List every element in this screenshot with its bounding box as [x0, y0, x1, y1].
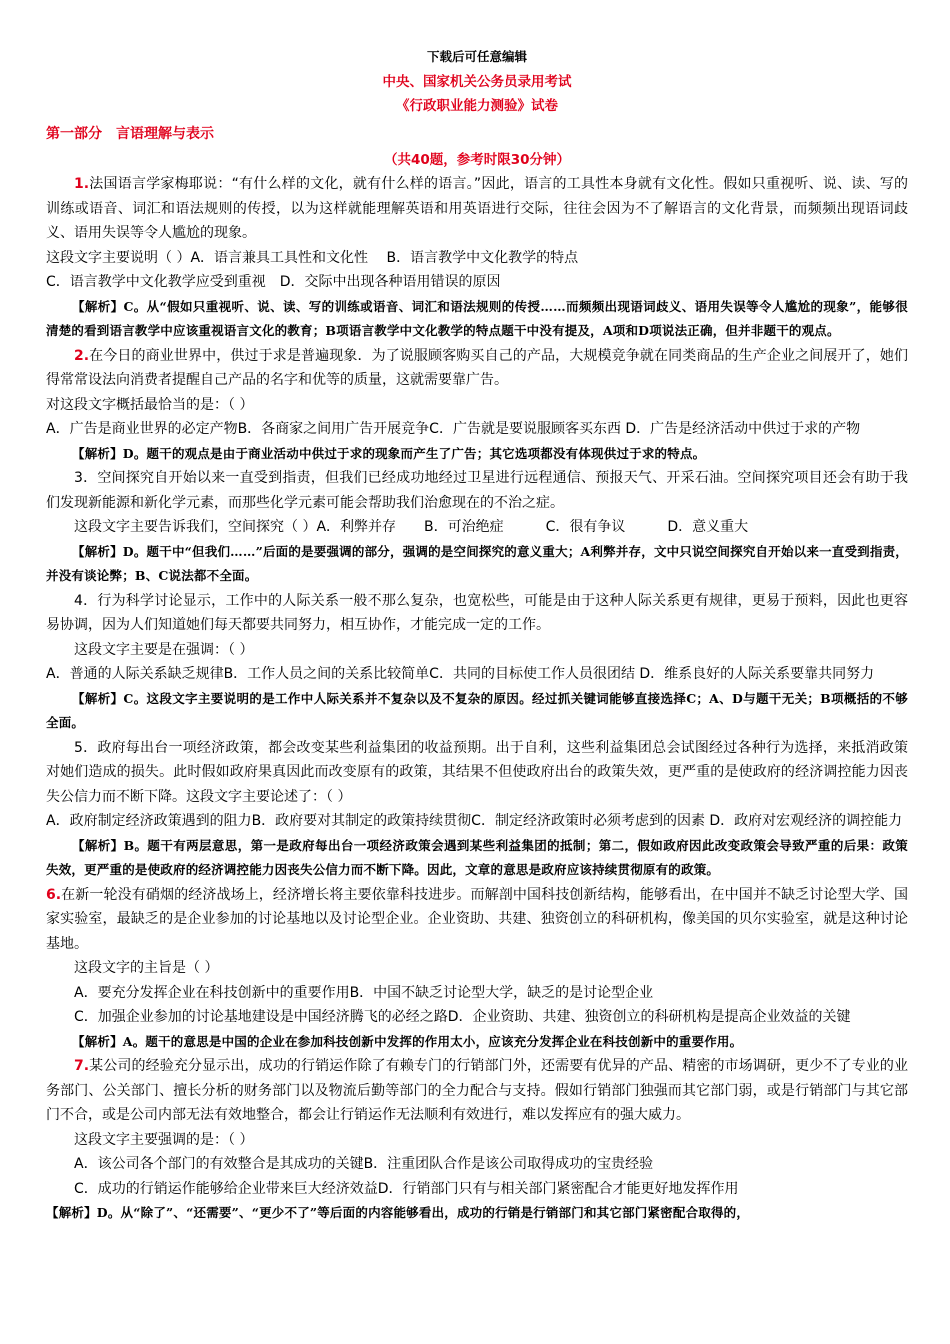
question-3-ask: 这段文字主要告诉我们，空间探究（ ）A．利弊并存 B．可治绝症 C．很有争议 D．意义重大	[74, 519, 749, 535]
question-number: 2.	[74, 347, 90, 364]
question-1-ask: 这段文字主要说明（ ）A．语言兼具工具性和文化性 B．语言教学中文化教学的特点	[46, 249, 579, 266]
question-6-analysis: 【解析】A。题干的意思是中国的企业在参加科技创新中发挥的作用太小，应该充分发挥企业在科技创新中的重要作用。	[72, 1033, 743, 1049]
exam-title: 中央、国家机关公务员录用考试	[382, 74, 572, 90]
question-2-stem	[46, 344, 908, 393]
document-page	[46, 48, 908, 1226]
question-text: 空间探究自开始以来一直受到指责，但我们已经成功地经过卫星进行远程通信、预报天气、开采石油。空间探究项目还会有助于我们发现新能源和新化学元素，而那些化学元素可能会帮助我们治愈现在的不治之症。	[46, 470, 908, 511]
question-5-options: A．政府制定经济政策遇到的阻力B．政府要对其制定的政策持续贯彻C．制定经济政策时必须考虑到的因素 D．政府对宏观经济的调控能力	[46, 813, 903, 829]
question-number: 3．	[74, 470, 98, 486]
question-6-stem	[46, 883, 908, 957]
question-text: 法国语言学家梅耶说：“有什么样的文化，就有什么样的语言。”因此，语言的工具性本身就有文化性。假如只重视听、说、读、写的训练或语音、词汇和语法规则的传授，以为这样就能理解英语和用英语进行交际，往往会因为不了解语言的文化背景，而频频出现语词歧义、语用失误等令人尴尬的现象。	[46, 176, 908, 241]
download-note: 下载后可任意编辑	[426, 49, 527, 64]
question-number: 1.	[74, 176, 90, 192]
question-number: 6.	[46, 886, 62, 903]
question-1-analysis: 【解析】C。从“假如只重视听、说、读、写的训练或语音、词汇和语法规则的传授……而频频出现语词歧义、语用失误等令人尴尬的现象”，能够很清楚的看到语言教学中应该重视语言文化的教育；B项语言教学中文化教学的特点题干中没有提及，A项和D项说法正确，但并非题干的观点。	[46, 298, 908, 338]
question-6-ask: 这段文字的主旨是（ ）	[74, 960, 219, 976]
question-6-options-ab: A．要充分发挥企业在科技创新中的重要作用B．中国不缺乏讨论型大学，缺乏的是讨论型企业	[74, 984, 654, 1001]
question-1-options: C．语言教学中文化教学应受到重视 D．交际中出现各种语用错误的原因	[46, 274, 501, 290]
section-subheading: （共40题，参考时限30分钟）	[383, 152, 571, 168]
question-3-stem	[46, 466, 908, 515]
question-text: 某公司的经验充分显示出，成功的行销运作除了有赖专门的行销部门外，还需要有优异的产品、精密的市场调研，更少不了专业的业务部门、公关部门、擅长分析的财务部门以及物流后勤等部门的全力配合与支持。假如行销部门独强而其它部门弱，或是行销部门与其它部门不合，或是公司内部无法有效地整合，都会让行销运作无法顺利有效进行，难以发挥应有的强大威力。	[46, 1058, 908, 1123]
question-4-options: A．普通的人际关系缺乏规律B．工作人员之间的关系比较简单C．共同的目标使工作人员很团结 D．维系良好的人际关系要靠共同努力	[46, 666, 875, 682]
section-heading: 第一部分 言语理解与表示	[46, 126, 214, 142]
question-number: 4．	[74, 592, 98, 609]
question-4-analysis: 【解析】C。这段文字主要说明的是工作中人际关系并不复杂以及不复杂的原因。经过抓关键词能够直接选择C；A、D与题干无关；B项概括的不够全面。	[46, 690, 908, 730]
question-number: 7.	[74, 1058, 90, 1074]
exam-subtitle: 《行政职业能力测验》试卷	[396, 98, 558, 114]
question-5-analysis: 【解析】B。题干有两层意思，第一是政府每出台一项经济政策会遇到某些利益集团的抵制；第二，假如政府因此改变政策会导致严重的后果：政策失效，更严重的是使政府的经济调控能力因丧失公信力而不断下降。因此，文章的意思是政府应该持续贯彻原有的政策。	[46, 837, 908, 877]
question-2-options: A．广告是商业世界的必定产物B．各商家之间用广告开展竞争C．广告就是要说服顾客买东西 D．广告是经济活动中供过于求的产物	[46, 421, 861, 437]
question-3-analysis: 【解析】D。题干中“但我们……”后面的是要强调的部分，强调的是空间探究的意义重大；A利弊并存，文中只说空间探究自开始以来一直受到指责，并没有谈论弊；B、C说法都不全面。	[46, 543, 908, 583]
question-6-options-cd: C．加强企业参加的讨论基地建设是中国经济腾飞的必经之路D．企业资助、共建、独资创立的科研机构是提高企业效益的关键	[74, 1009, 851, 1025]
question-2-analysis: 【解析】D。题干的观点是由于商业活动中供过于求的现象而产生了广告；其它选项都没有体现供过于求的特点。	[72, 445, 706, 461]
question-text: 政府每出台一项经济政策，都会改变某些利益集团的收益预期。出于自利，这些利益集团总会试图经过各种行为选择，来抵消政策对她们造成的损失。此时假如政府果真因此而改变原有的政策，其结果不但使政府出台的政策失效，更严重的是使政府的经济调控能力因丧失公信力而不断下降。这段文字主要论述了：（ ）	[46, 739, 908, 805]
question-7-analysis: 【解析】D。从“除了”、“还需要”、“更少不了”等后面的内容能够看出，成功的行销是行销部门和其它部门紧密配合取得的，	[46, 1205, 750, 1220]
question-text: 在今日的商业世界中，供过于求是普遍现象．为了说服顾客购买自己的产品，大规模竞争就在同类商品的生产企业之间展开了，她们得常常设法向消费者提醒自己产品的名字和优等的质量，这就需要靠广告。	[46, 347, 908, 388]
question-1-stem	[46, 172, 908, 246]
question-7-stem	[46, 1054, 908, 1128]
question-2-ask: 对这段文字概括最恰当的是：（ ）	[46, 396, 254, 413]
question-4-stem	[46, 589, 908, 638]
question-5-stem	[46, 736, 908, 810]
question-text: 在新一轮没有硝烟的经济战场上，经济增长将主要依靠科技进步。而解剖中国科技创新结构，能够看出，在中国并不缺乏讨论型大学、国家实验室，最缺乏的是企业参加的讨论基地以及讨论型企业。企业资助、共建、独资创立的科研机构，像美国的贝尔实验室，就是这种讨论基地。	[46, 886, 908, 952]
question-7-options-cd: C．成功的行销运作能够给企业带来巨大经济效益D．行销部门只有与相关部门紧密配合才能更好地发挥作用	[74, 1180, 739, 1197]
question-number: 5．	[74, 739, 98, 756]
question-4-ask: 这段文字主要是在强调：（ ）	[74, 641, 254, 658]
question-7-options-ab: A．该公司各个部门的有效整合是其成功的关键B．注重团队合作是该公司取得成功的宝贵经验	[74, 1156, 654, 1172]
question-text: 行为科学讨论显示，工作中的人际关系一般不那么复杂，也宽松些，可能是由于这种人际关系更有规律，更易于预料，因此也更容易协调，因为人们知道她们每天都要共同努力，相互协作，才能完成一定的工作。	[46, 592, 908, 633]
question-7-ask: 这段文字主要强调的是：（ ）	[74, 1131, 254, 1148]
